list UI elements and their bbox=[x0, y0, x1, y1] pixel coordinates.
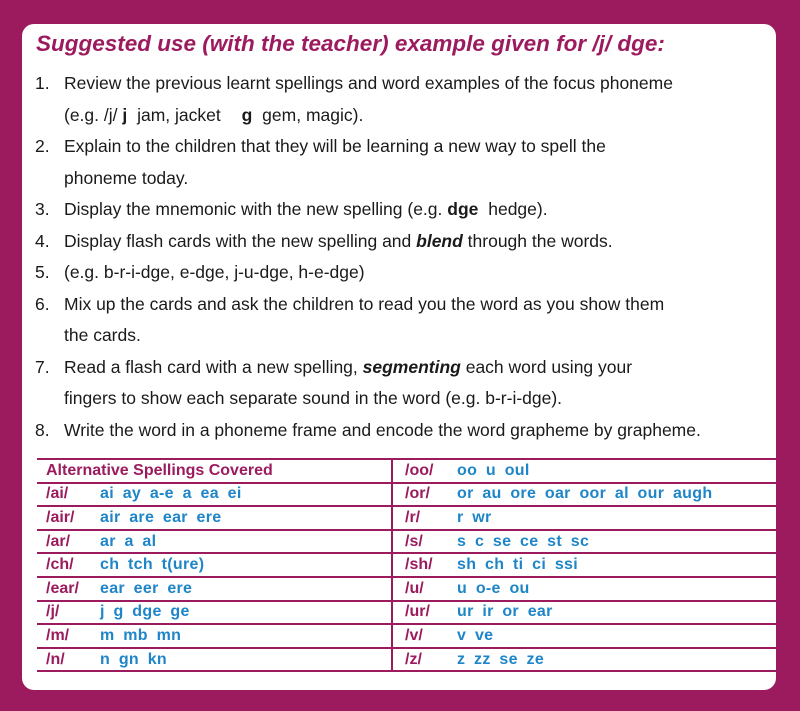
table-cell bbox=[37, 601, 392, 625]
phoneme: /ar/ bbox=[46, 532, 71, 550]
step-line: 4. Display flash cards with the new spelling and blend through the words. bbox=[22, 226, 776, 258]
phoneme: /ur/ bbox=[405, 603, 430, 621]
spellings: or au ore oar oor al our augh bbox=[457, 485, 713, 503]
phoneme: /z/ bbox=[405, 650, 422, 668]
table-header: Alternative Spellings Covered bbox=[46, 461, 273, 479]
spellings: ear eer ere bbox=[100, 579, 193, 597]
spellings: n gn kn bbox=[100, 650, 167, 668]
steps-list bbox=[22, 68, 776, 446]
table-cell bbox=[392, 648, 776, 672]
phoneme: /s/ bbox=[405, 532, 423, 550]
step-line: 7. Read a flash card with a new spelling, segmenting each word using your bbox=[22, 352, 776, 384]
table-cell bbox=[37, 530, 392, 554]
spellings: s c se ce st sc bbox=[457, 532, 590, 550]
step-number: 2. bbox=[35, 136, 50, 156]
step-line: 5. (e.g. b-r-i-dge, e-dge, j-u-dge, h-e-dge) bbox=[22, 257, 776, 289]
phoneme: /n/ bbox=[46, 650, 65, 668]
step-line: 8. Write the word in a phoneme frame and encode the word grapheme by grapheme. bbox=[22, 415, 776, 447]
step-line: (e.g. /j/ j jam, jacket g gem, magic). bbox=[64, 104, 364, 125]
step-line: 2. Explain to the children that they will be learning a new way to spell the bbox=[22, 131, 776, 163]
table-cell bbox=[37, 624, 392, 648]
spellings: ar a al bbox=[100, 532, 157, 550]
step-line: 1. Review the previous learnt spellings and word examples of the focus phoneme bbox=[22, 68, 776, 100]
phoneme: /m/ bbox=[46, 626, 70, 644]
phoneme: /ai/ bbox=[46, 485, 69, 503]
spellings: air are ear ere bbox=[100, 508, 222, 526]
spellings: ai ay a-e a ea ei bbox=[100, 485, 242, 503]
phoneme: /ear/ bbox=[46, 579, 79, 597]
step-number: 6. bbox=[35, 293, 50, 314]
instruction-card bbox=[22, 24, 776, 690]
table-header-cell bbox=[37, 459, 392, 483]
table-row bbox=[37, 577, 776, 601]
table-cell bbox=[37, 483, 392, 507]
spellings: m mb mn bbox=[100, 626, 182, 644]
phoneme: /ch/ bbox=[46, 556, 74, 574]
table-row bbox=[37, 506, 776, 530]
step-number: 3. bbox=[35, 199, 50, 219]
step-line: fingers to show each separate sound in the word (e.g. b-r-i-dge). bbox=[64, 388, 563, 408]
spellings: v ve bbox=[457, 626, 494, 644]
phoneme: /u/ bbox=[405, 579, 424, 597]
step-number: 7. bbox=[35, 356, 50, 377]
table-row bbox=[37, 648, 776, 672]
spellings: ur ir or ear bbox=[457, 603, 553, 621]
table-cell bbox=[392, 577, 776, 601]
table-row bbox=[37, 624, 776, 648]
spellings-table bbox=[37, 458, 776, 672]
step-number: 8. bbox=[35, 419, 50, 440]
phoneme: /oo/ bbox=[405, 461, 434, 479]
table-cell bbox=[392, 459, 776, 483]
phoneme: /v/ bbox=[405, 626, 423, 644]
table-cell bbox=[392, 483, 776, 507]
step-line: the cards. bbox=[64, 325, 141, 345]
spellings: oo u oul bbox=[457, 461, 530, 479]
table-row bbox=[37, 459, 776, 483]
table-cell bbox=[37, 553, 392, 577]
page-heading: Suggested use (with the teacher) example given for /j/ dge: bbox=[36, 31, 665, 56]
spellings: ch tch t(ure) bbox=[100, 556, 205, 574]
phoneme: /air/ bbox=[46, 508, 75, 526]
table-cell bbox=[392, 506, 776, 530]
table-cell bbox=[392, 624, 776, 648]
phoneme: /j/ bbox=[46, 603, 60, 621]
spellings: j g dge ge bbox=[100, 603, 190, 621]
spellings: sh ch ti ci ssi bbox=[457, 556, 578, 574]
table-row bbox=[37, 530, 776, 554]
table-cell bbox=[392, 553, 776, 577]
spellings: z zz se ze bbox=[457, 650, 545, 668]
spellings-table-wrap bbox=[37, 458, 776, 672]
step-number: 1. bbox=[35, 73, 50, 93]
spellings: r wr bbox=[457, 508, 492, 526]
spellings: u o-e ou bbox=[457, 579, 530, 597]
step-line: phoneme today. bbox=[64, 167, 189, 188]
table-row bbox=[37, 553, 776, 577]
table-cell bbox=[392, 530, 776, 554]
phoneme: /sh/ bbox=[405, 556, 433, 574]
phoneme: /r/ bbox=[405, 508, 421, 526]
step-number: 4. bbox=[35, 230, 50, 251]
table-cell bbox=[37, 577, 392, 601]
table-cell bbox=[392, 601, 776, 625]
table-row bbox=[37, 483, 776, 507]
table-cell bbox=[37, 648, 392, 672]
step-number: 5. bbox=[35, 262, 50, 282]
step-line: 6. Mix up the cards and ask the children to read you the word as you show them bbox=[22, 289, 776, 321]
table-cell bbox=[37, 506, 392, 530]
step-line: 3. Display the mnemonic with the new spelling (e.g. dge hedge). bbox=[22, 194, 776, 226]
table-row bbox=[37, 601, 776, 625]
phoneme: /or/ bbox=[405, 485, 430, 503]
